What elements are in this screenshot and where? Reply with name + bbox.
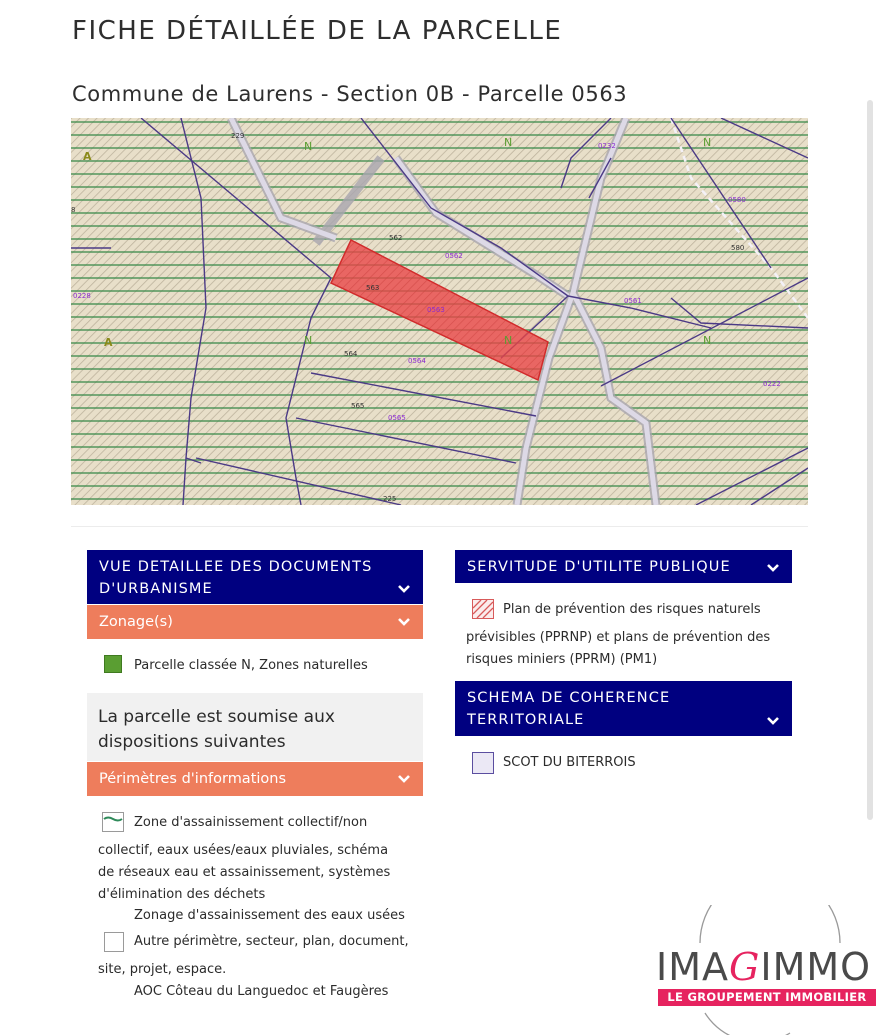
assainissement-text-line1: Zone d'assainissement collectif/non	[134, 815, 368, 830]
scot-header-label: SCHEMA DE COHERENCE TERRITORIALE	[467, 690, 671, 728]
scot-section-header[interactable]	[455, 681, 792, 736]
map-label-229: 229	[231, 132, 245, 140]
assainissement-text-rest: collectif, eaux usées/eaux pluviales, schéma de réseaux eau et assainissement, systèmes d'élimination des déchets	[98, 843, 391, 902]
page-title: FICHE DÉTAILLÉE DE LA PARCELLE	[72, 16, 563, 46]
zonage-item-text: Parcelle classée N, Zones naturelles	[134, 658, 368, 673]
imagimmo-logo	[650, 905, 878, 1035]
chevron-down-icon	[397, 615, 411, 629]
divider	[71, 526, 808, 527]
map-label-564: 564	[344, 350, 358, 358]
risk-hatch-legend-icon	[472, 599, 494, 619]
map-label-0564: 0564	[408, 357, 426, 365]
map-label-a1: A	[83, 150, 92, 163]
autre-perimetre-text-line1: Autre périmètre, secteur, plan, document,	[134, 934, 409, 949]
map-label-0561: 0561	[624, 297, 642, 305]
dispositions-box: La parcelle est soumise aux dispositions suivantes	[87, 693, 423, 761]
assainissement-subitem: Zonage d'assainissement des eaux usées	[134, 908, 405, 923]
perimetres-accordion[interactable]	[87, 762, 423, 796]
urbanisme-header-label: VUE DETAILLEE DES DOCUMENTS D'URBANISME	[99, 559, 373, 597]
zonage-label: Zonage(s)	[99, 614, 173, 630]
map-label-0222: 0222	[763, 380, 781, 388]
map-label-562: 562	[389, 234, 403, 242]
chevron-down-icon	[766, 714, 780, 728]
scrollbar[interactable]	[867, 100, 873, 820]
map-label-225: 225	[383, 495, 397, 503]
logo-tagline: LE GROUPEMENT IMMOBILIER N°1	[658, 989, 876, 1006]
map-label-n2: N	[504, 136, 513, 149]
map-label-580: 580	[731, 244, 745, 252]
map-label-563: 563	[366, 284, 380, 292]
map-label-n3: N	[703, 136, 712, 149]
chevron-down-icon	[397, 772, 411, 786]
chevron-down-icon	[766, 561, 780, 575]
map-label-n1: N	[304, 140, 313, 153]
pprn-text-rest: prévisibles (PPRNP) et plans de prévention des risques miniers (PPRM) (PM1)	[466, 630, 771, 667]
map-label-565: 565	[351, 402, 365, 410]
map-label-0228: 0228	[73, 292, 91, 300]
chevron-down-icon	[397, 582, 411, 596]
map-label-0562: 0562	[445, 252, 463, 260]
map-label-n5: N	[504, 334, 513, 347]
perimetres-label: Périmètres d'informations	[99, 771, 287, 787]
servitude-header-label: SERVITUDE D'UTILITE PUBLIQUE	[467, 559, 731, 575]
scot-item-text: SCOT DU BITERROIS	[503, 755, 636, 770]
map-label-a2: A	[104, 336, 113, 349]
scot-legend-swatch	[472, 752, 494, 774]
zonage-accordion[interactable]	[87, 605, 423, 639]
pprn-text-line1: Plan de prévention des risques naturels	[503, 602, 761, 617]
map-label-n4: N	[304, 334, 313, 347]
map-label-n6: N	[703, 334, 712, 347]
assainissement-legend-icon	[102, 812, 124, 832]
servitude-section-header[interactable]	[455, 550, 792, 583]
map-label-8: 8	[71, 206, 76, 214]
autre-perimetre-checkbox-icon	[104, 932, 124, 952]
parcel-subtitle: Commune de Laurens - Section 0B - Parcelle 0563	[72, 82, 628, 106]
cadastral-map[interactable]	[71, 118, 808, 505]
map-label-0580: 0580	[728, 196, 746, 204]
logo-wordmark: IMAGIMMO	[656, 945, 872, 989]
zone-n-color-swatch	[104, 655, 122, 673]
map-label-0563: 0563	[427, 306, 445, 314]
map-label-0565: 0565	[388, 414, 406, 422]
autre-perimetre-subitem: AOC Côteau du Languedoc et Faugères	[134, 984, 389, 999]
urbanisme-section-header[interactable]	[87, 550, 423, 604]
autre-perimetre-text-rest: site, projet, espace.	[98, 962, 227, 977]
map-label-0232: 0232	[598, 142, 616, 150]
